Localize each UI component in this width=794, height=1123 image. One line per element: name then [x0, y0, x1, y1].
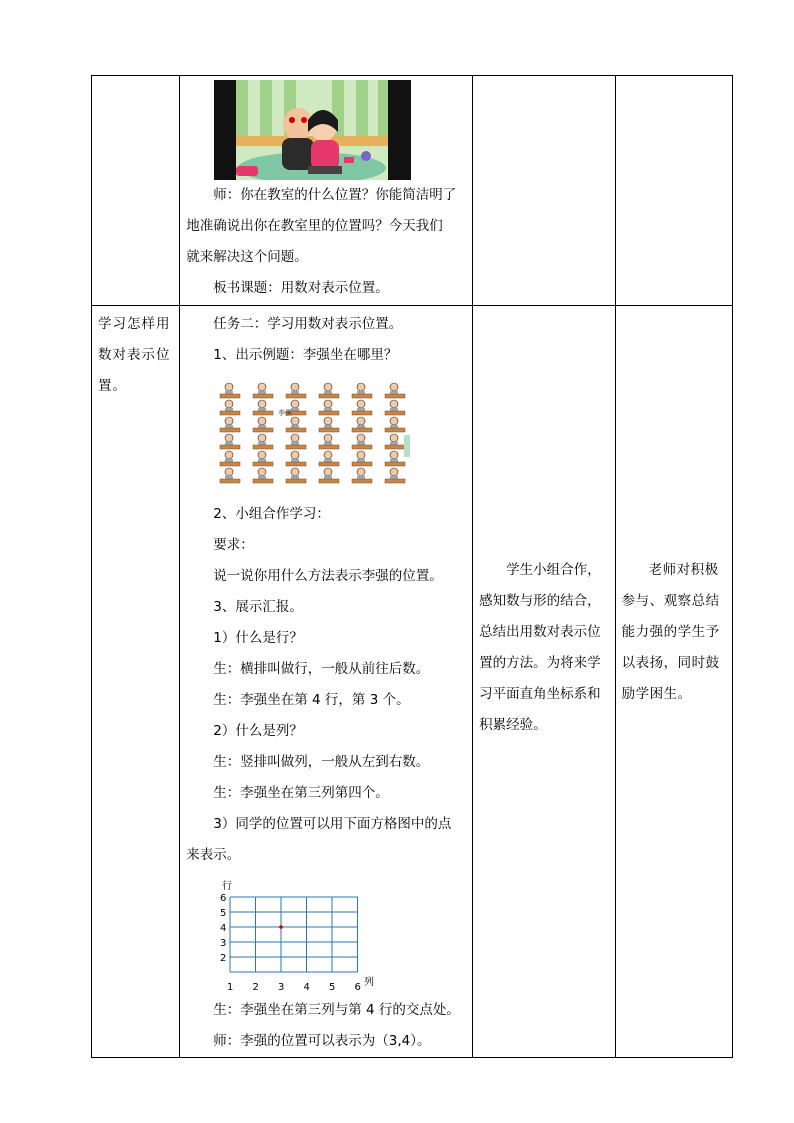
desk: [286, 394, 306, 398]
student-activity-text: 学生小组合作，感知数与形的结合，总结出用数对表示位置的方法。为将来学习平面直角坐标系和积累经验。: [479, 562, 601, 733]
teacher-question-line-1: 师：你在教室的什么位置？你能简洁明了: [213, 187, 457, 203]
answer-column-definition: 生：竖排叫做列，一般从左到右数。: [213, 754, 430, 770]
desk: [220, 462, 240, 466]
goal-cell: [92, 306, 180, 1058]
requirement-label: 要求：: [213, 537, 254, 553]
student-figure: [324, 451, 332, 459]
teacher-question-line-3: 就来解决这个问题。: [186, 249, 308, 265]
teacher-number-pair: 师：李强的位置可以表示为（3,4）。: [213, 1033, 431, 1049]
desk: [385, 411, 405, 415]
x-tick-label: 5: [329, 982, 336, 993]
desk: [286, 428, 306, 432]
li-qiang-point: [279, 925, 283, 929]
desk: [319, 479, 339, 483]
student-figure: [324, 468, 332, 476]
desk: [352, 479, 372, 483]
answer-row-definition: 生：横排叫做行，一般从前往后数。: [213, 661, 430, 677]
student-figure: [291, 383, 299, 391]
student-figure: [357, 400, 365, 408]
y-tick-label: 5: [220, 908, 227, 919]
student-figure: [357, 451, 365, 459]
desk: [319, 394, 339, 398]
y-tick-label: 3: [220, 938, 227, 949]
student-figure: [324, 434, 332, 442]
grid-row-label: 行: [222, 881, 233, 892]
student-figure: [324, 383, 332, 391]
desk: [352, 394, 372, 398]
example-question: 1、出示例题：李强坐在哪里？: [213, 347, 398, 363]
cartoon-video-frame: [214, 80, 411, 180]
y-tick-label: 2: [220, 953, 227, 964]
point-explanation-line-1: 3）同学的位置可以用下面方格图中的点: [213, 816, 452, 832]
student-figure: [258, 383, 266, 391]
student-figure: [357, 417, 365, 425]
report-title: 3、展示汇报。: [213, 599, 303, 615]
desk: [385, 462, 405, 466]
li-qiang-tag: 李强: [278, 409, 293, 417]
desk: [253, 479, 273, 483]
board-title: 板书课题：用数对表示位置。: [213, 280, 389, 296]
requirement-text: 说一说你用什么方法表示李强的位置。: [213, 568, 443, 584]
desk: [220, 428, 240, 432]
group-study-title: 2、小组合作学习：: [213, 506, 330, 522]
desk: [352, 445, 372, 449]
student-figure: [225, 434, 233, 442]
student-figure: [291, 451, 299, 459]
desk: [352, 428, 372, 432]
student-figure: [291, 417, 299, 425]
coordinate-grid-figure: [214, 877, 394, 995]
x-tick-label: 3: [278, 982, 285, 993]
student-figure: [225, 451, 233, 459]
desk: [220, 445, 240, 449]
teacher-question-line-2: 地准确说出你在教室里的位置吗？今天我们: [186, 218, 443, 234]
desk: [319, 462, 339, 466]
desk: [220, 394, 240, 398]
x-tick-label: 6: [354, 982, 362, 993]
desk: [220, 411, 240, 415]
desk: [385, 394, 405, 398]
student-figure: [324, 400, 332, 408]
desk: [319, 428, 339, 432]
desk: [253, 394, 273, 398]
student-cell-empty: [473, 76, 615, 306]
lesson-plan-table: [91, 75, 733, 1058]
teacher-evaluation-text: 老师对积极参与、观察总结能力强的学生予以表扬，同时鼓励学困生。: [621, 562, 720, 702]
cartoon-couple-image: [214, 80, 411, 180]
desk: [220, 479, 240, 483]
student-figure: [390, 400, 398, 408]
student-figure: [357, 383, 365, 391]
student-figure: [291, 434, 299, 442]
desk: [286, 445, 306, 449]
student-figure: [258, 417, 266, 425]
content-cell: [180, 306, 473, 1058]
student-figure: [390, 434, 398, 442]
task-two-title: 任务二：学习用数对表示位置。: [213, 316, 403, 332]
question-row: 1）什么是行？: [213, 630, 303, 646]
student-figure: [225, 468, 233, 476]
question-column: 2）什么是列？: [213, 723, 303, 739]
grid-column-label: 列: [364, 977, 375, 988]
answer-li-qiang-row: 生：李强坐在第 4 行，第 3 个。: [213, 692, 410, 708]
student-figure: [390, 383, 398, 391]
desk: [286, 462, 306, 466]
answer-intersection: 生：李强坐在第三列与第 4 行的交点处。: [213, 1002, 460, 1018]
student-figure: [390, 417, 398, 425]
answer-li-qiang-column: 生：李强坐在第三列第四个。: [213, 785, 389, 801]
desk: [385, 445, 405, 449]
student-figure: [225, 417, 233, 425]
desk: [385, 428, 405, 432]
desk: [253, 445, 273, 449]
x-tick-label: 1: [227, 982, 234, 993]
desk: [319, 411, 339, 415]
point-explanation-line-2: 来表示。: [186, 847, 241, 863]
student-figure: [291, 468, 299, 476]
goal-text: 学习怎样用数对表示位置。: [98, 316, 171, 394]
student-figure: [291, 400, 299, 408]
desk: [253, 411, 273, 415]
desk: [286, 479, 306, 483]
window-edge: [404, 435, 410, 457]
student-activity-cell: [473, 306, 615, 1058]
content-cell: [180, 76, 473, 306]
student-figure: [225, 383, 233, 391]
student-figure: [390, 451, 398, 459]
teacher-cell-empty: [615, 76, 732, 306]
y-tick-label: 6: [220, 893, 227, 904]
desk: [352, 411, 372, 415]
desk: [253, 428, 273, 432]
classroom-seating-image: [214, 379, 411, 491]
desk: [352, 462, 372, 466]
student-figure: [390, 468, 398, 476]
goal-cell-empty: [92, 76, 180, 306]
x-tick-label: 4: [303, 982, 311, 993]
student-figure: [357, 468, 365, 476]
student-figure: [258, 451, 266, 459]
student-figure: [258, 434, 266, 442]
student-figure: [324, 417, 332, 425]
table-row: [92, 76, 733, 306]
table-row: [92, 306, 733, 1058]
desk: [319, 445, 339, 449]
y-tick-label: 4: [220, 923, 227, 934]
desk: [253, 462, 273, 466]
student-figure: [357, 434, 365, 442]
student-figure: [258, 468, 266, 476]
x-tick-label: 2: [252, 982, 260, 993]
student-figure: [258, 400, 266, 408]
desk: [385, 479, 405, 483]
student-figure: [225, 400, 233, 408]
teacher-evaluation-cell: [615, 306, 732, 1058]
